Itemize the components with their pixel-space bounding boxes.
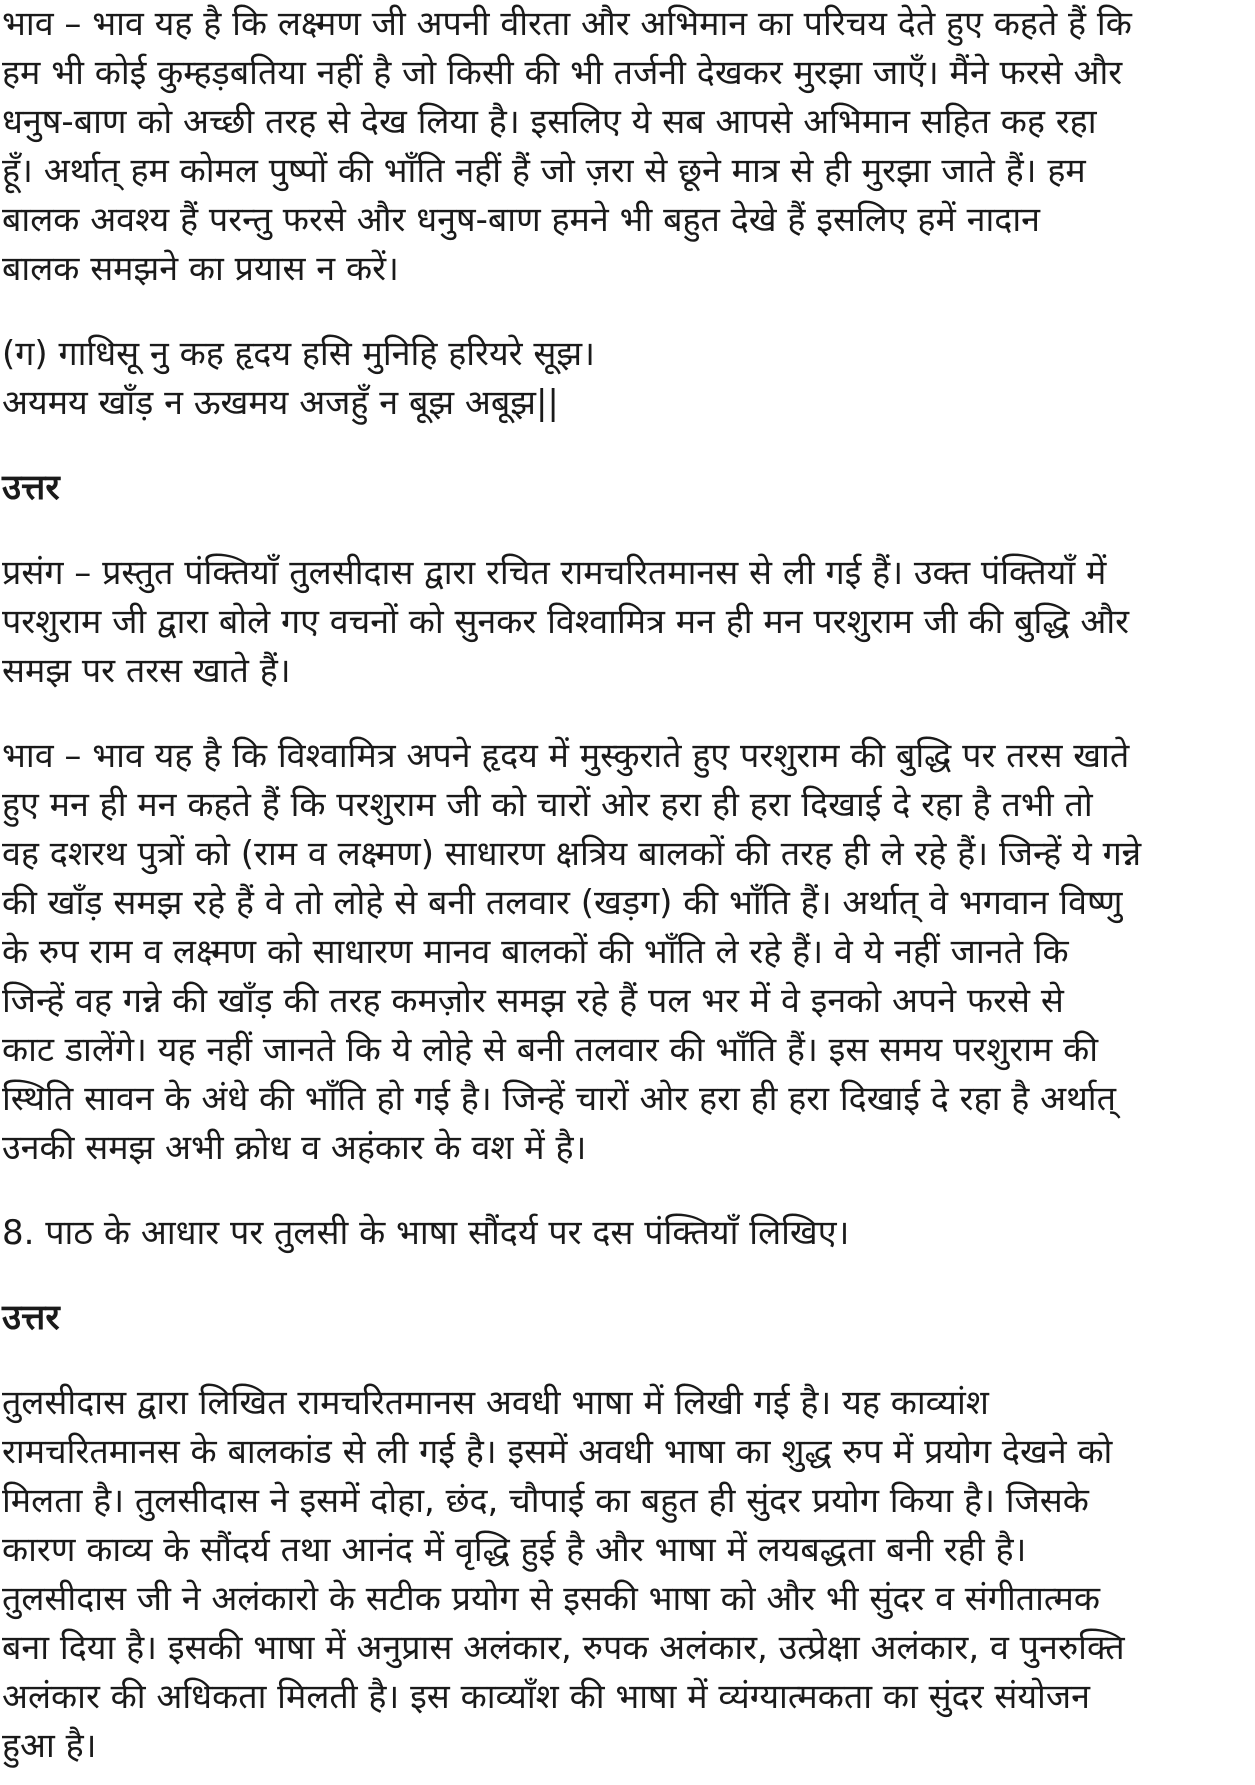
text-line: बालक समझने का प्रयास न करें। xyxy=(2,249,399,289)
text-line: भाव – भाव यह है कि लक्ष्मण जी अपनी वीरता और अभिमान का परिचय देते हुए कहते हैं कि xyxy=(2,4,1132,44)
question-8 xyxy=(2,1209,1255,1258)
text-line: हुए मन ही मन कहते हैं कि परशुराम जी को चारों ओर हरा ही हरा दिखाई दे रहा है तभी तो xyxy=(2,785,1093,825)
bhav-paragraph-vishwamitra xyxy=(2,732,1255,1173)
text-line: हुआ है। xyxy=(2,1726,97,1766)
text-line: परशुराम जी द्वारा बोले गए वचनों को सुनकर विश्वामित्र मन ही मन परशुराम जी की बुद्धि और xyxy=(2,602,1130,642)
text-line: समझ पर तरस खाते हैं। xyxy=(2,651,291,691)
text-line: मिलता है। तुलसीदास ने इसमें दोहा, छंद, चौपाई का बहुत ही सुंदर प्रयोग किया है। जिसके xyxy=(2,1481,1089,1521)
verse-line: (ग) गाधिसू नु कह हृदय हसि मुनिहि हरियरे सूझ। xyxy=(2,334,595,374)
text-line: उनकी समझ अभी क्रोध व अहंकार के वश में है। xyxy=(2,1128,587,1168)
answer-heading: उत्तर xyxy=(2,468,60,508)
spacer xyxy=(2,513,1255,549)
text-line: अलंकार की अधिकता मिलती है। इस काव्याँश की भाषा में व्यंग्यात्मकता का सुंदर संयोजन xyxy=(2,1677,1090,1717)
text-line: हम भी कोई कुम्हड़बतिया नहीं है जो किसी की भी तर्जनी देखकर मुरझा जाएँ। मैंने फरसे और xyxy=(2,53,1123,93)
spacer xyxy=(2,1258,1255,1294)
spacer xyxy=(2,294,1255,330)
text-line: स्थिति सावन के अंधे की भाँति हो गई है। जिन्हें चारों ओर हरा ही हरा दिखाई दे रहा है अर्थात् xyxy=(2,1079,1116,1119)
text-line: के रुप राम व लक्ष्मण को साधारण मानव बालकों की भाँति ले रहे हैं। वे ये नहीं जानते कि xyxy=(2,932,1069,972)
bhav-paragraph-lakshman xyxy=(2,0,1255,294)
text-line: कारण काव्य के सौंदर्य तथा आनंद में वृद्धि हुई है और भाषा में लयबद्धता बनी रही है। xyxy=(2,1530,1027,1570)
prasang-paragraph xyxy=(2,549,1255,696)
text-line: वह दशरथ पुत्रों को (राम व लक्ष्मण) साधारण क्षत्रिय बालकों की तरह ही ले रहे हैं। जिन्हें ये गन्ने xyxy=(2,834,1142,874)
text-line: रामचरितमानस के बालकांड से ली गई है। इसमें अवधी भाषा का शुद्ध रुप में प्रयोग देखने को xyxy=(2,1432,1113,1472)
text-line: बना दिया है। इसकी भाषा में अनुप्रास अलंकार, रुपक अलंकार, उत्प्रेक्षा अलंकार, व पुनरुक्ति xyxy=(2,1628,1125,1668)
text-line: बालक अवश्य हैं परन्तु फरसे और धनुष-बाण हमने भी बहुत देखे हैं इसलिए हमें नादान xyxy=(2,200,1041,240)
spacer xyxy=(2,1173,1255,1209)
text-line: धनुष-बाण को अच्छी तरह से देख लिया है। इसलिए ये सब आपसे अभिमान सहित कह रहा xyxy=(2,102,1097,142)
text-line: काट डालेंगे। यह नहीं जानते कि ये लोहे से बनी तलवार की भाँति हैं। इस समय परशुराम की xyxy=(2,1030,1099,1070)
spacer xyxy=(2,696,1255,732)
answer-8-paragraph xyxy=(2,1379,1255,1771)
verse-ga xyxy=(2,330,1255,428)
text-line: तुलसीदास द्वारा लिखित रामचरितमानस अवधी भाषा में लिखी गई है। यह काव्यांश xyxy=(2,1383,989,1423)
spacer xyxy=(2,1343,1255,1379)
text-line: भाव – भाव यह है कि विश्वामित्र अपने हृदय में मुस्कुराते हुए परशुराम की बुद्धि पर तरस खाते xyxy=(2,736,1130,776)
answer-heading: उत्तर xyxy=(2,1298,60,1338)
question-line: 8. पाठ के आधार पर तुलसी के भाषा सौंदर्य पर दस पंक्तियाँ लिखिए। xyxy=(2,1213,850,1253)
verse-line: अयमय खाँड़ न ऊखमय अजहुँ न बूझ अबूझ|| xyxy=(2,383,559,423)
text-line: प्रसंग – प्रस्तुत पंक्तियाँ तुलसीदास द्वारा रचित रामचरितमानस से ली गई हैं। उक्त पंक्तियाँ में xyxy=(2,553,1107,593)
text-line: की खाँड़ समझ रहे हैं वे तो लोहे से बनी तलवार (खड़ग) की भाँति हैं। अर्थात् वे भगवान विष्णु xyxy=(2,883,1123,923)
spacer xyxy=(2,428,1255,464)
text-line: हूँ। अर्थात् हम कोमल पुष्पों की भाँति नहीं हैं जो ज़रा से छूने मात्र से ही मुरझा जाते हैं। हम xyxy=(2,151,1086,191)
text-line: जिन्हें वह गन्ने की खाँड़ की तरह कमज़ोर समझ रहे हैं पल भर में वे इनको अपने फरसे से xyxy=(2,981,1064,1021)
text-line: तुलसीदास जी ने अलंकारो के सटीक प्रयोग से इसकी भाषा को और भी सुंदर व संगीतात्मक xyxy=(2,1579,1100,1619)
